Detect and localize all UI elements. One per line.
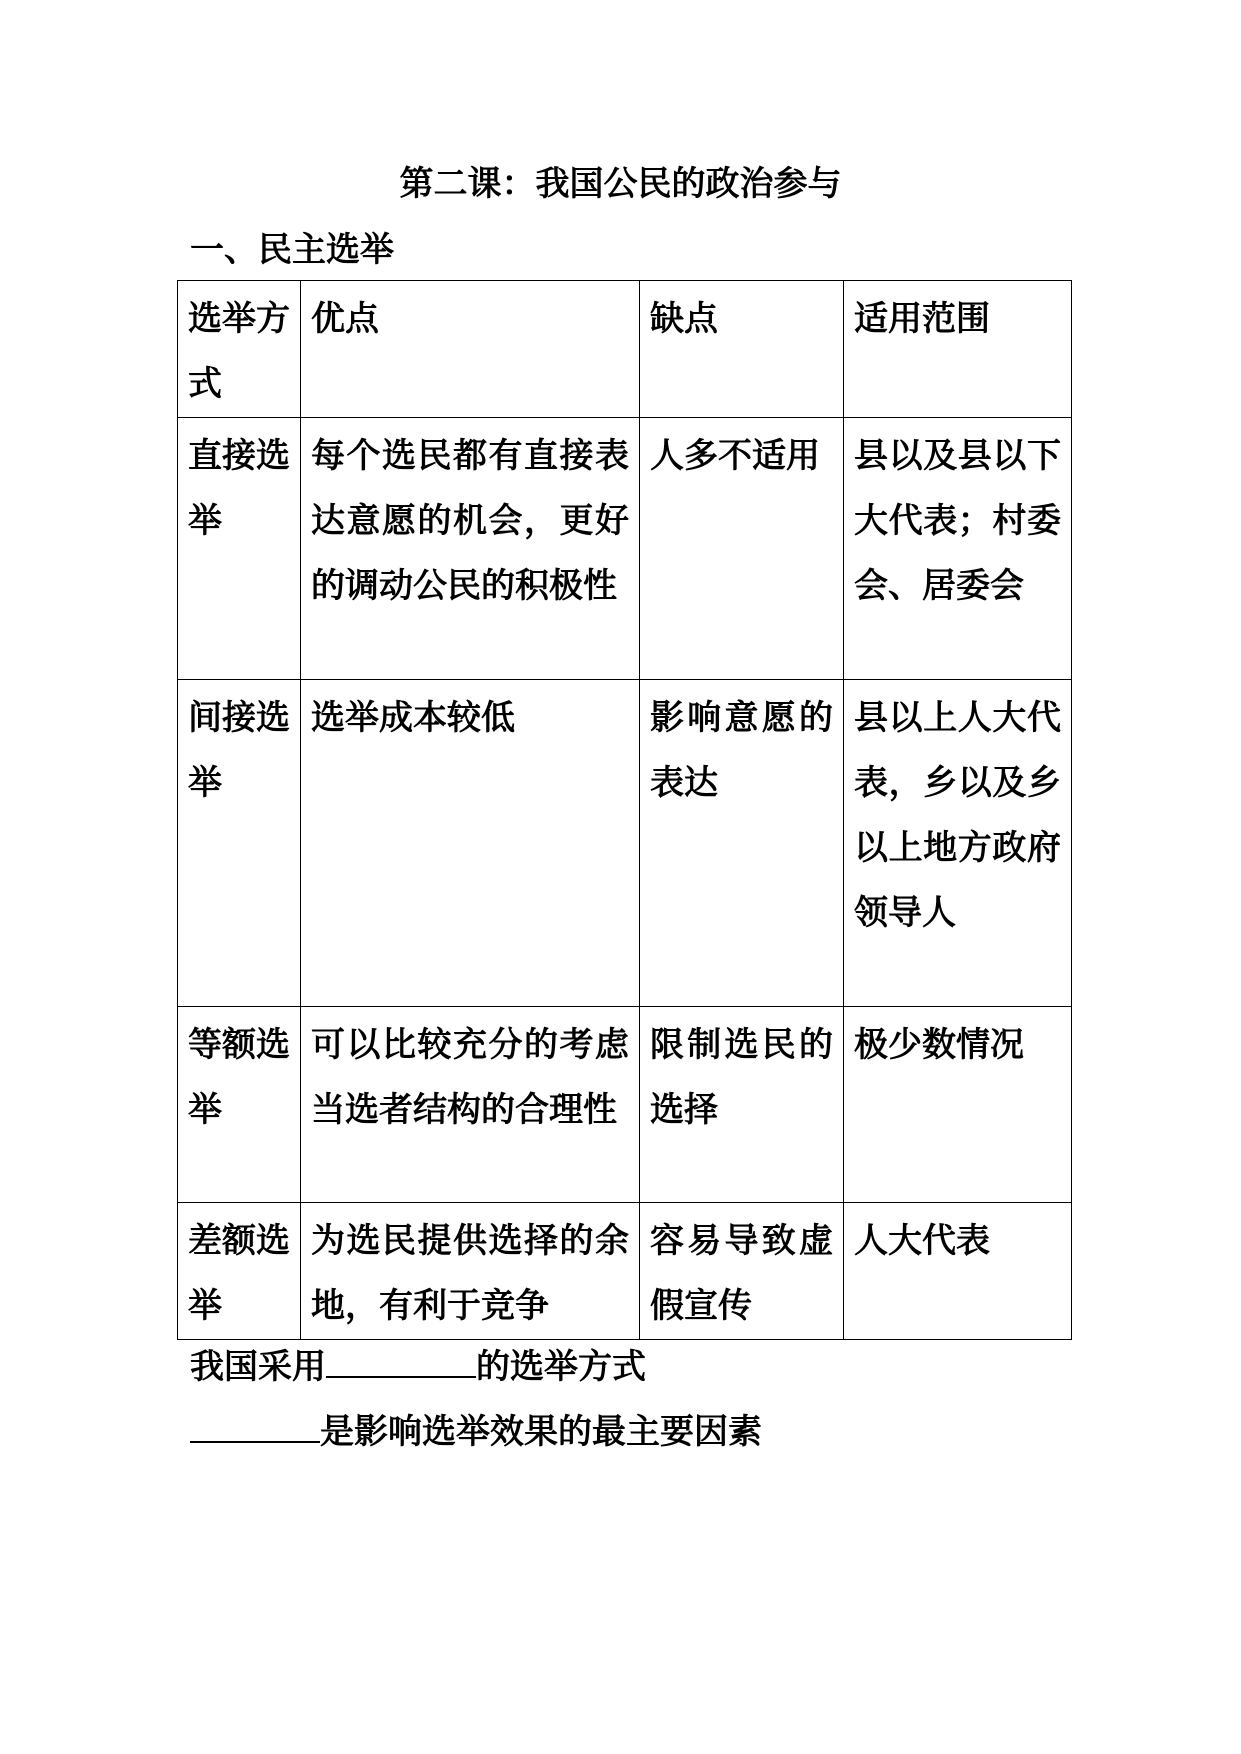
- table-cell-disadvantages: 限制选民的选择: [640, 1007, 844, 1203]
- header-cell-disadvantages: 缺点: [640, 281, 844, 418]
- section-heading: 一、民主选举: [190, 230, 394, 270]
- table-cell-method: 间接选举: [178, 680, 301, 1007]
- table-row: [178, 418, 1072, 680]
- table-cell-advantages: 为选民提供选择的余地，有利于竞争: [301, 1203, 640, 1340]
- table-cell-advantages: 选举成本较低: [301, 680, 640, 1007]
- note-line-main-factor: [190, 1405, 762, 1454]
- table-cell-disadvantages: 容易导致虚假宣传: [640, 1203, 844, 1340]
- table-cell-disadvantages: 人多不适用: [640, 418, 844, 680]
- table-cell-scope: 人大代表: [844, 1203, 1072, 1340]
- note-text: 的选举方式: [476, 1347, 646, 1387]
- table-cell-scope: 县以及县以下大代表；村委会、居委会: [844, 418, 1072, 680]
- note-line-election-method: [190, 1340, 646, 1389]
- table-cell-scope: 县以上人大代表，乡以及乡以上地方政府领导人: [844, 680, 1072, 1007]
- table-row: [178, 1007, 1072, 1203]
- table-cell-disadvantages: 影响意愿的表达: [640, 680, 844, 1007]
- table-cell-advantages: 可以比较充分的考虑当选者结构的合理性: [301, 1007, 640, 1203]
- page-title: 第二课：我国公民的政治参与: [399, 164, 842, 204]
- table-cell-method: 直接选举: [178, 418, 301, 680]
- header-cell-advantages: 优点: [301, 281, 640, 418]
- table-row: [178, 1203, 1072, 1340]
- header-cell-scope: 适用范围: [844, 281, 1072, 418]
- table-header-row: [178, 281, 1072, 418]
- table-cell-advantages: 每个选民都有直接表达意愿的机会，更好的调动公民的积极性: [301, 418, 640, 680]
- note-text: 我国采用: [190, 1347, 326, 1387]
- table-cell-scope: 极少数情况: [844, 1007, 1072, 1203]
- note-text: 是影响选举效果的最主要因素: [320, 1412, 762, 1452]
- table-row: [178, 680, 1072, 1007]
- fill-blank: [326, 1340, 476, 1378]
- table-cell-method: 等额选举: [178, 1007, 301, 1203]
- table-cell-method: 差额选举: [178, 1203, 301, 1340]
- fill-blank: [190, 1405, 320, 1443]
- election-methods-table: [177, 280, 1072, 1340]
- header-cell-method: 选举方式: [178, 281, 301, 418]
